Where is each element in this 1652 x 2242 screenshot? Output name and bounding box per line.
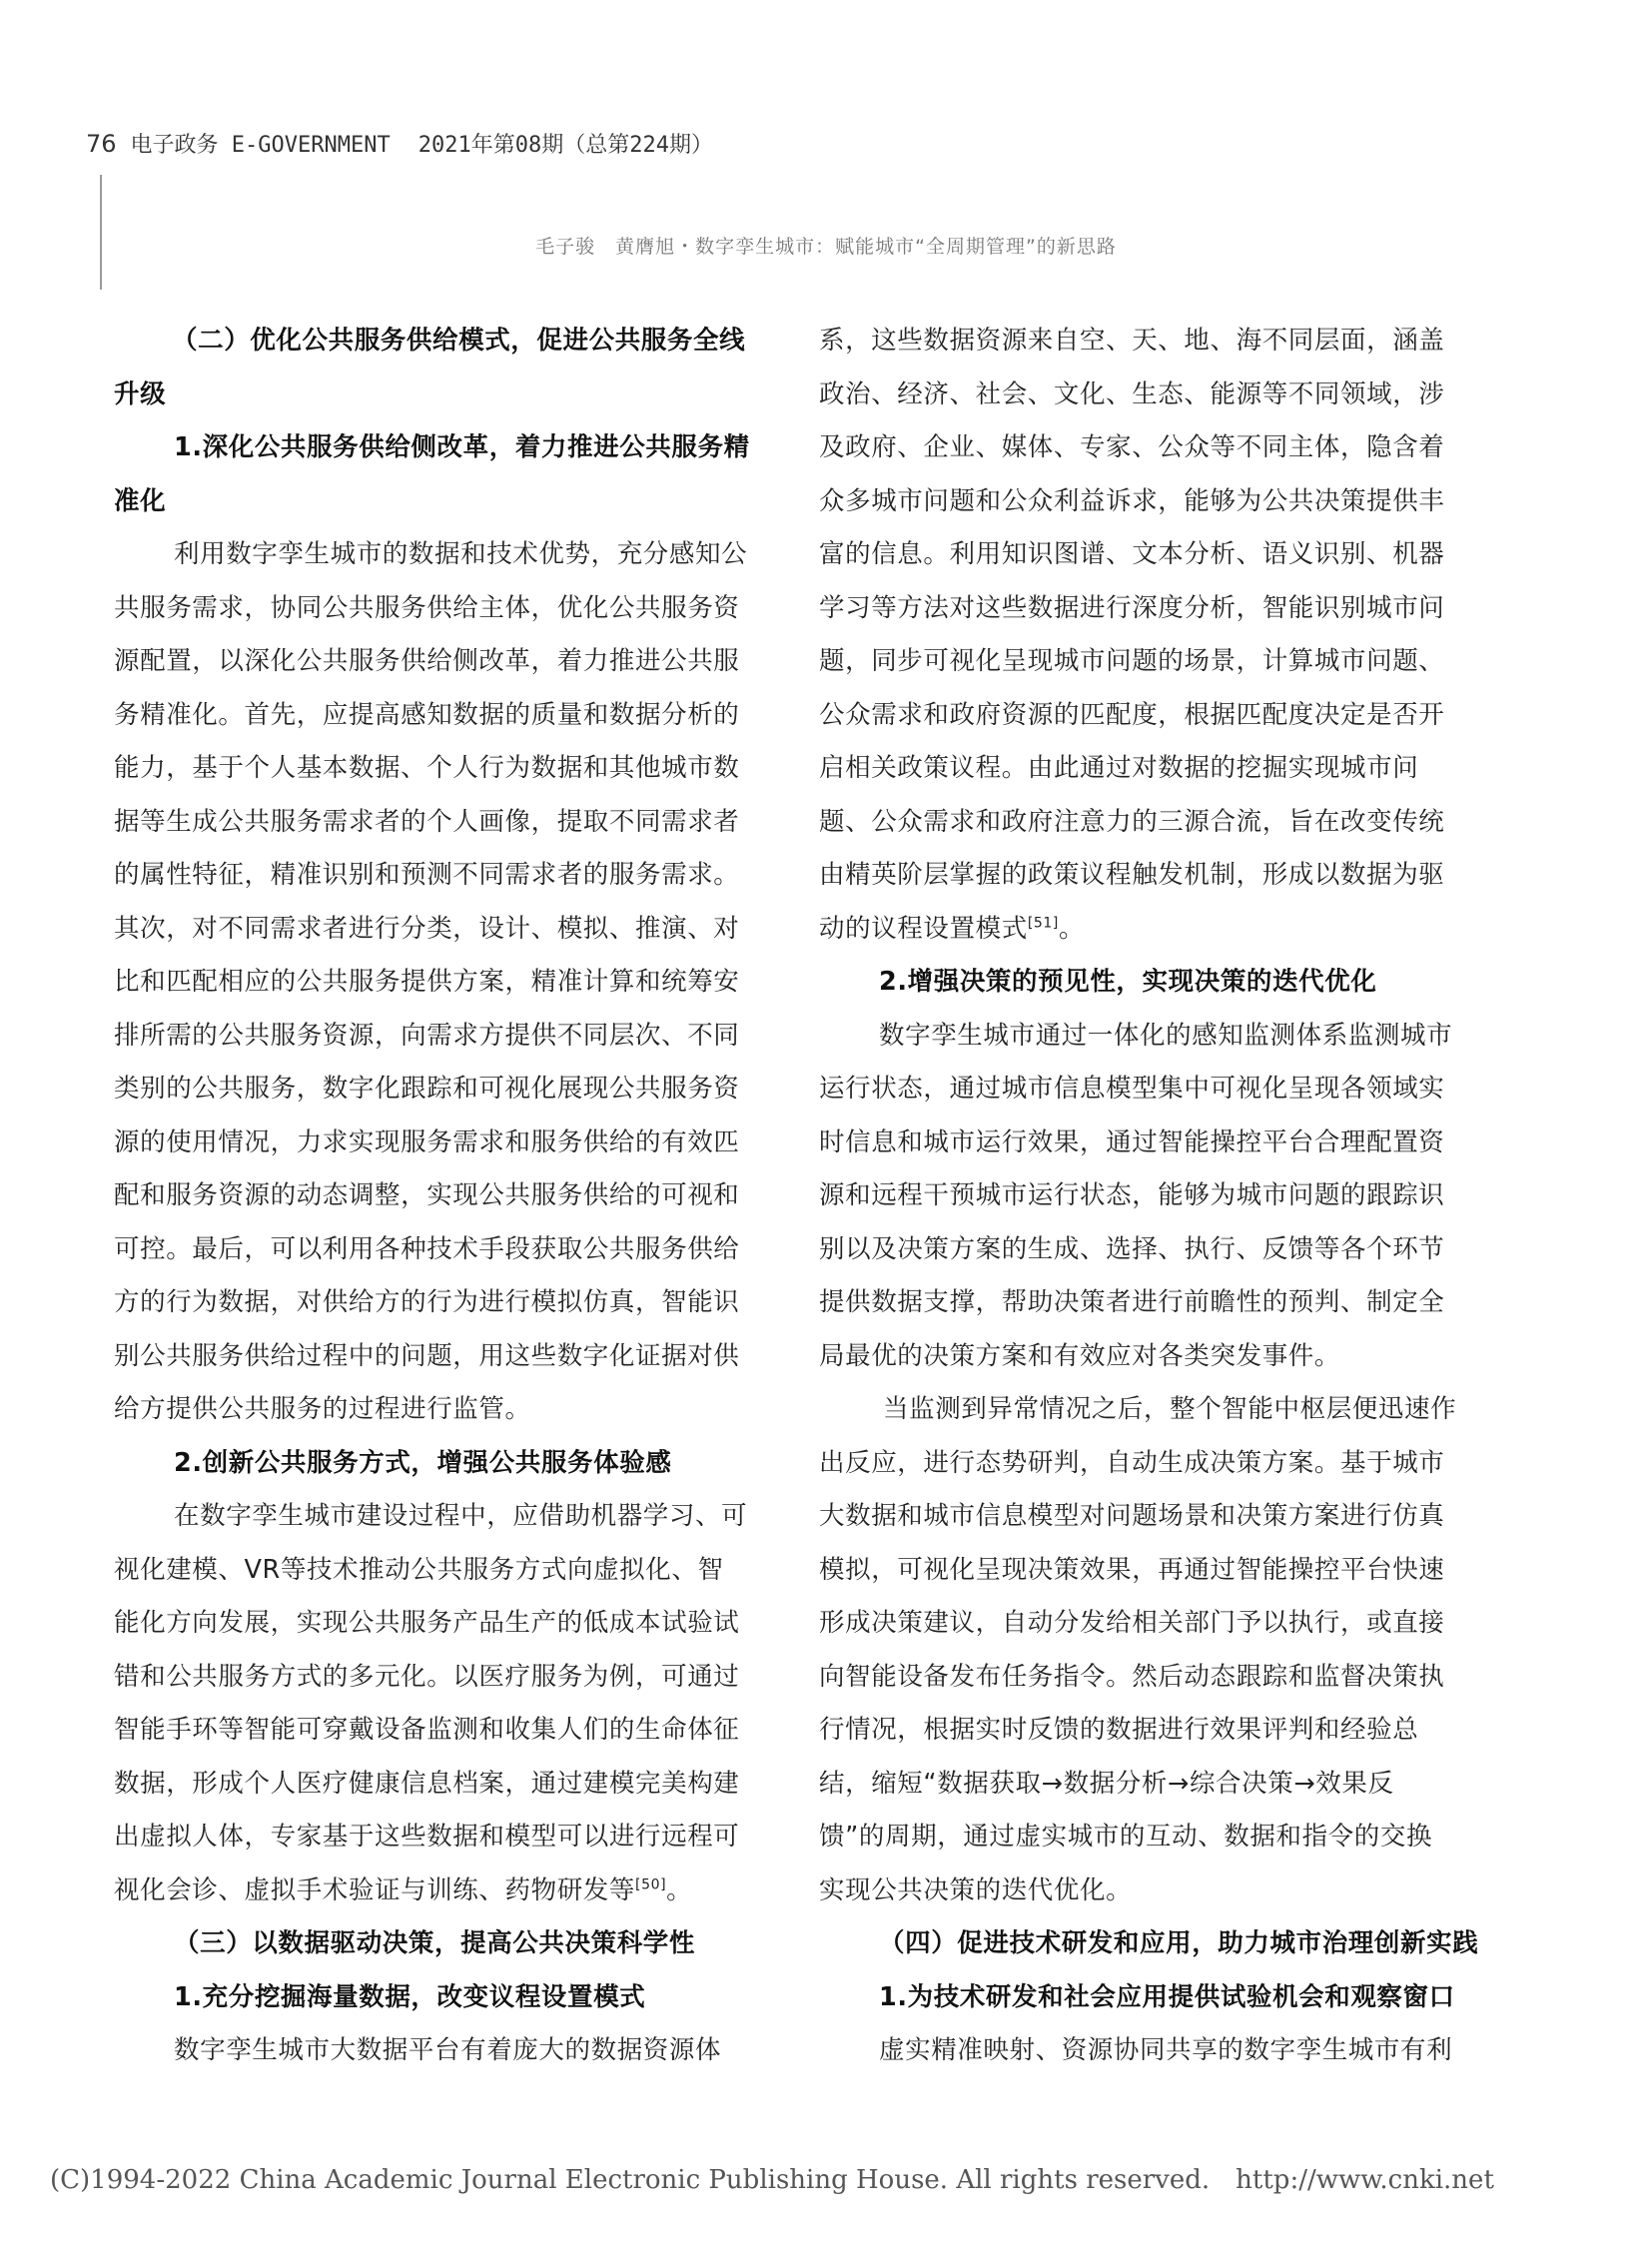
line-text: 视化会诊、虚拟手术验证与训练、药物研发等 [114, 1874, 636, 1905]
left-text-line [114, 1117, 785, 1170]
line-text: 1.充分挖掘海量数据，改变议程设置模式 [174, 1981, 646, 2012]
right-text-line [819, 1758, 1490, 1812]
line-text: 源的使用情况，力求实现服务需求和服务供给的有效匹 [114, 1126, 740, 1157]
line-text: 虚实精准映射、资源协同共享的数字孪生城市有利 [879, 2035, 1453, 2065]
left-text-line [114, 742, 785, 796]
line-text: 馈”的周期，通过虚实城市的互动、数据和指令的交换 [819, 1822, 1433, 1852]
right-text-line [819, 1597, 1490, 1651]
line-text: 给方提供公共服务的过程进行监管。 [114, 1394, 531, 1424]
right-text-line [819, 2024, 1490, 2078]
line-text: 错和公共服务方式的多元化。以医疗服务为例，可通过 [114, 1661, 740, 1692]
right-text-line [819, 475, 1490, 529]
right-text-line [819, 1276, 1490, 1330]
line-text: （二）优化公共服务供给模式，促进公共服务全线 [172, 326, 746, 356]
left-text-line [114, 1490, 785, 1544]
left-text-line [114, 796, 785, 850]
right-text-line [819, 1223, 1490, 1277]
line-text: 比和匹配相应的公共服务提供方案，精准计算和统筹安 [114, 967, 740, 997]
left-text-line [114, 1811, 785, 1865]
line-text: 能化方向发展，实现公共服务产品生产的低成本试验试 [114, 1608, 740, 1638]
right-text-line [819, 1330, 1490, 1384]
line-text: 据等生成公共服务需求者的个人画像，提取不同需求者 [114, 806, 740, 837]
right-text-line [819, 689, 1490, 743]
line-text: 数字孪生城市大数据平台有着庞大的数据资源体 [174, 2035, 722, 2065]
left-text-line [114, 849, 785, 903]
line-text: 动的议程设置模式 [819, 913, 1028, 944]
right-text-line [819, 849, 1490, 903]
line-text: 排所需的公共服务资源，向需求方提供不同层次、不同 [114, 1020, 740, 1051]
left-text-line [114, 1330, 785, 1384]
left-text-line [114, 1597, 785, 1651]
line-text: （三）以数据驱动决策，提高公共决策科学性 [174, 1928, 696, 1958]
right-text-line [819, 1010, 1490, 1064]
right-text-line [819, 903, 1490, 957]
left-text-line [114, 1010, 785, 1064]
left-heading-line [114, 475, 785, 529]
line-text: 共服务需求，协同公共服务供给主体，优化公共服务资 [114, 592, 740, 623]
line-text: 提供数据支撑，帮助决策者进行前瞻性的预判、制定全 [819, 1287, 1445, 1317]
line-text: 准化 [114, 485, 167, 516]
left-heading-line [114, 1437, 785, 1491]
line-text: 大数据和城市信息模型对问题场景和决策方案进行仿真 [819, 1501, 1445, 1531]
left-text-line [114, 1169, 785, 1223]
line-text: 方的行为数据，对供给方的行为进行模拟仿真，智能识 [114, 1287, 740, 1317]
left-text-line [114, 1865, 785, 1918]
left-heading-line [114, 369, 785, 422]
right-text-line [819, 1169, 1490, 1223]
line-text: 能力，基于个人基本数据、个人行为数据和其他城市数 [114, 753, 740, 783]
right-text-line [819, 742, 1490, 796]
right-text-line [819, 1063, 1490, 1117]
line-text: 局最优的决策方案和有效应对各类突发事件。 [819, 1340, 1341, 1371]
line-text: 众多城市问题和公众利益诉求，能够为公共决策提供丰 [819, 485, 1445, 516]
line-text: 可控。最后，可以利用各种技术手段获取公共服务供给 [114, 1233, 740, 1264]
line-text: 数据，形成个人医疗健康信息档案，通过建模完美构建 [114, 1768, 740, 1799]
line-text: 类别的公共服务，数字化跟踪和可视化展现公共服务资 [114, 1074, 740, 1104]
line-text: 利用数字孪生城市的数据和技术优势，充分感知公 [174, 539, 748, 569]
line-text: 结，缩短“数据获取→数据分析→综合决策→效果反 [819, 1768, 1394, 1799]
line-text: 运行状态，通过城市信息模型集中可视化呈现各领域实 [819, 1074, 1445, 1104]
right-text-line [819, 315, 1490, 369]
left-heading-line [114, 315, 785, 369]
line-text: 向智能设备发布任务指令。然后动态跟踪和监督决策执 [819, 1661, 1445, 1692]
line-text: 其次，对不同需求者进行分类，设计、模拟、推演、对 [114, 913, 740, 944]
left-text-line [114, 1383, 785, 1437]
right-text-line [819, 421, 1490, 475]
page-number: 76 [86, 130, 117, 158]
left-text-line [114, 528, 785, 582]
left-column [114, 315, 785, 2078]
line-text: 出虚拟人体，专家基于这些数据和模型可以进行远程可 [114, 1822, 740, 1852]
line-text: 2.创新公共服务方式，增强公共服务体验感 [174, 1447, 672, 1478]
right-text-line [819, 1865, 1490, 1918]
footer-url[interactable]: http://www.cnki.net [1236, 2165, 1494, 2195]
line-text: 别公共服务供给过程中的问题，用这些数字化证据对供 [114, 1340, 740, 1371]
line-text: 富的信息。利用知识图谱、文本分析、语义识别、机器 [819, 539, 1445, 569]
line-text: 学习等方法对这些数据进行深度分析，智能识别城市问 [819, 592, 1445, 623]
line-text-end: 。 [666, 1874, 693, 1905]
line-text: 系，这些数据资源来自空、天、地、海不同层面，涵盖 [819, 326, 1445, 356]
left-text-line [114, 582, 785, 636]
right-text-line [819, 1704, 1490, 1758]
left-text-line [114, 1063, 785, 1117]
right-text-line [819, 796, 1490, 850]
line-text: 行情况，根据实时反馈的数据进行效果评判和经验总 [819, 1715, 1419, 1745]
left-text-line [114, 1704, 785, 1758]
left-text-line [114, 1223, 785, 1277]
line-text: 在数字孪生城市建设过程中，应借助机器学习、可 [174, 1501, 748, 1531]
line-text: 时信息和城市运行效果，通过智能操控平台合理配置资 [819, 1126, 1445, 1157]
right-heading-line [819, 1971, 1490, 2025]
line-text: 及政府、企业、媒体、专家、公众等不同主体，隐含着 [819, 432, 1445, 462]
citation-ref: [51] [1027, 915, 1059, 931]
left-text-line [114, 1651, 785, 1705]
right-text-line [819, 1117, 1490, 1170]
line-text: 1.深化公共服务供给侧改革，着力推进公共服务精 [174, 432, 750, 462]
line-text: 形成决策建议，自动分发给相关部门予以执行，或直接 [819, 1608, 1445, 1638]
right-text-line [819, 1383, 1490, 1437]
line-text: 源配置，以深化公共服务供给侧改革，着力推进公共服 [114, 646, 740, 676]
line-text: 1.为技术研发和社会应用提供试验机会和观察窗口 [879, 1981, 1455, 2012]
line-text: 模拟，可视化呈现决策效果，再通过智能操控平台快速 [819, 1554, 1445, 1585]
right-heading-line [819, 1917, 1490, 1971]
right-text-line [819, 635, 1490, 689]
right-text-line [819, 1544, 1490, 1598]
left-text-line [114, 903, 785, 957]
left-text-line [114, 689, 785, 743]
line-text: 题，同步可视化呈现城市问题的场景，计算城市问题、 [819, 646, 1445, 676]
left-text-line [114, 1544, 785, 1598]
right-text-line [819, 1651, 1490, 1705]
line-text: 配和服务资源的动态调整，实现公共服务供给的可视和 [114, 1180, 740, 1210]
left-text-line [114, 635, 785, 689]
line-text: （四）促进技术研发和应用，助力城市治理创新实践 [879, 1928, 1479, 1958]
line-text: 出反应，进行态势研判，自动生成决策方案。基于城市 [819, 1447, 1445, 1478]
line-text-end: 。 [1058, 913, 1086, 944]
line-text: 升级 [114, 378, 167, 409]
left-heading-line [114, 1971, 785, 2025]
left-heading-line [114, 1917, 785, 1971]
citation-ref: [50] [635, 1876, 667, 1892]
line-text: 智能手环等智能可穿戴设备监测和收集人们的生命体征 [114, 1715, 740, 1745]
copyright-notice: (C)1994-2022 China Academic Journal Electronic Publishing House. All rights reserved. [50, 2165, 1211, 2195]
left-text-line [114, 1758, 785, 1812]
line-text: 2.增强决策的预见性，实现决策的迭代优化 [879, 967, 1377, 997]
right-text-line [819, 1811, 1490, 1865]
right-text-line [819, 369, 1490, 422]
line-text: 启相关政策议程。由此通过对数据的挖掘实现城市问 [819, 753, 1419, 783]
right-text-line [819, 582, 1490, 636]
right-text-line [819, 528, 1490, 582]
issue-info: 2021年第08期（总第224期） [417, 133, 713, 158]
line-text: 题、公众需求和政府注意力的三源合流，旨在改变传统 [819, 806, 1445, 837]
line-text: 公众需求和政府资源的匹配度，根据匹配度决定是否开 [819, 699, 1445, 730]
line-text: 务精准化。首先，应提高感知数据的质量和数据分析的 [114, 699, 740, 730]
line-text: 源和远程干预城市运行状态，能够为城市问题的跟踪识 [819, 1180, 1445, 1210]
running-title: 毛子骏 黄膺旭・数字孪生城市：赋能城市“全周期管理”的新思路 [535, 236, 1117, 258]
line-text: 政治、经济、社会、文化、生态、能源等不同领域，涉 [819, 378, 1445, 409]
line-text: 由精英阶层掌握的政策议程触发机制，形成以数据为驱 [819, 860, 1445, 890]
left-heading-line [114, 421, 785, 475]
right-text-line [819, 1437, 1490, 1491]
line-text: 别以及决策方案的生成、选择、执行、反馈等各个环节 [819, 1233, 1445, 1264]
right-heading-line [819, 956, 1490, 1010]
right-text-line [819, 1490, 1490, 1544]
line-text: 实现公共决策的迭代优化。 [819, 1874, 1133, 1905]
left-text-line [114, 956, 785, 1010]
left-text-line [114, 1276, 785, 1330]
journal-name: 电子政务 E-GOVERNMENT [130, 133, 391, 158]
line-text: 当监测到异常情况之后，整个智能中枢层便迅速作 [883, 1394, 1457, 1424]
line-text: 视化建模、VR等技术推动公共服务方式向虚拟化、智 [114, 1554, 724, 1585]
right-column [819, 315, 1490, 2078]
footer [50, 2165, 1494, 2195]
line-text: 的属性特征，精准识别和预测不同需求者的服务需求。 [114, 860, 740, 890]
page-header [86, 128, 713, 159]
left-text-line [114, 2024, 785, 2078]
line-text: 数字孪生城市通过一体化的感知监测体系监测城市 [879, 1020, 1453, 1051]
